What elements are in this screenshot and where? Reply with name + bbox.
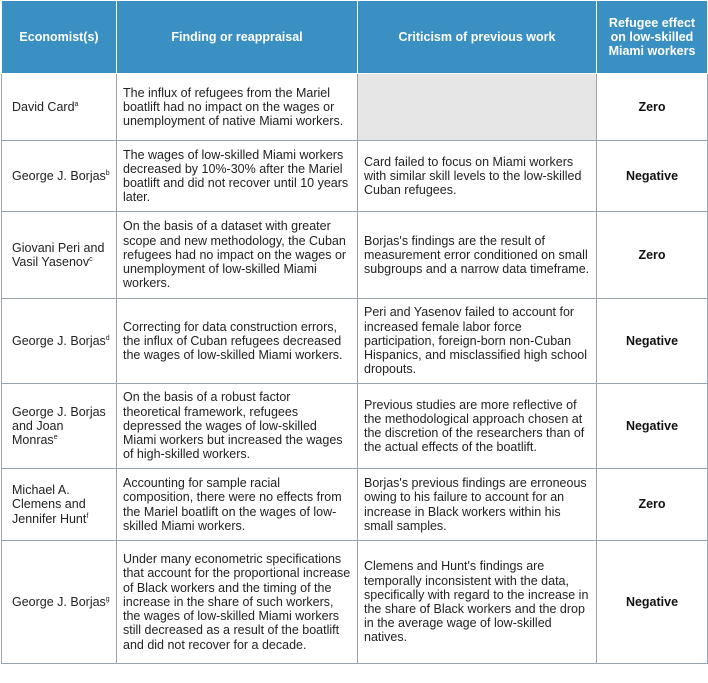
footnote-marker: a xyxy=(74,100,79,108)
finding-cell: Correcting for data construction errors, the influx of Cuban refugees decreased the wages of low-skilled Miami workers. xyxy=(117,299,358,384)
economist-cell: George J. Borjas and Joan Monras$^e$ xyxy=(2,384,117,469)
criticism-cell: Borjas's findings are the result of measurement error conditioned on small subgroups and a narrow data timeframe. xyxy=(358,212,597,299)
criticism-cell: Borjas's previous findings are erroneous owing to his failure to account for an increase in Black workers within his small samples. xyxy=(358,469,597,541)
economist-cell: George J. Borjas$^d$ xyxy=(2,299,117,384)
table-row xyxy=(2,212,708,299)
header-row xyxy=(2,1,708,74)
criticism-cell: Card failed to focus on Miami workers with similar skill levels to the low-skilled Cuban refugees. xyxy=(358,141,597,212)
table-row xyxy=(2,299,708,384)
criticism-cell: Clemens and Hunt's findings are temporally inconsistent with the data, specifically with regard to the increase in the share of Black workers and the drop in the average wage of low-skilled natives. xyxy=(358,541,597,664)
table-row xyxy=(2,541,708,664)
effect-cell: Negative xyxy=(597,141,708,212)
effect-cell: Zero xyxy=(597,212,708,299)
economist-cell: Giovani Peri and Vasil Yasenov$^c$ xyxy=(2,212,117,299)
finding-cell: Accounting for sample racial composition, there were no effects from the Mariel boatlift on the wages of low-skilled Miami workers. xyxy=(117,469,358,541)
finding-cell: On the basis of a robust factor theoretical framework, refugees depressed the wages of low-skilled Miami workers but increased the wages of high-skilled workers. xyxy=(117,384,358,469)
table-row xyxy=(2,469,708,541)
table-row xyxy=(2,384,708,469)
footnote-marker: c xyxy=(89,255,93,263)
footnote-marker: e xyxy=(53,433,58,441)
economist-findings-table xyxy=(1,0,708,664)
footnote-marker: b xyxy=(105,169,110,177)
economist-cell: Michael A. Clemens and Jennifer Hunt$^f$ xyxy=(2,469,117,541)
effect-cell: Zero xyxy=(597,74,708,141)
header-economists: Economist(s) xyxy=(2,1,117,74)
effect-cell: Negative xyxy=(597,541,708,664)
finding-cell: The influx of refugees from the Mariel boatlift had no impact on the wages or unemployment of native Miami workers. xyxy=(117,74,358,141)
effect-cell: Negative xyxy=(597,299,708,384)
effect-cell: Negative xyxy=(597,384,708,469)
table-row xyxy=(2,141,708,212)
header-effect: Refugee effect on low-skilled Miami workers xyxy=(597,1,708,74)
finding-cell: The wages of low-skilled Miami workers decreased by 10%-30% after the Mariel boatlift and did not recover until 10 years later. xyxy=(117,141,358,212)
economist-cell: George J. Borjas$^b$ xyxy=(2,141,117,212)
criticism-cell xyxy=(358,74,597,141)
footnote-marker: g xyxy=(105,595,110,603)
criticism-cell: Peri and Yasenov failed to account for increased female labor force participation, foreign-born non-Cuban Hispanics, and misclassified high school dropouts. xyxy=(358,299,597,384)
header-criticism: Criticism of previous work xyxy=(358,1,597,74)
economist-cell: George J. Borjas$^g$ xyxy=(2,541,117,664)
economist-cell: David Card$^a$ xyxy=(2,74,117,141)
criticism-cell: Previous studies are more reflective of the methodological approach chosen at the discretion of the researchers than of the actual effects of the boatlift. xyxy=(358,384,597,469)
table-row xyxy=(2,74,708,141)
header-finding: Finding or reappraisal xyxy=(117,1,358,74)
finding-cell: On the basis of a dataset with greater scope and new methodology, the Cuban refugees had no impact on the wages or unemployment of low-skilled Miami workers. xyxy=(117,212,358,299)
finding-cell: Under many econometric specifications that account for the proportional increase of Black workers and the timing of the increase in the share of such workers, the wages of low-skilled Miami workers still decreased as a result of the boatlift and did not recover for a decade. xyxy=(117,541,358,664)
effect-cell: Zero xyxy=(597,469,708,541)
footnote-marker: d xyxy=(105,334,110,342)
footnote-marker: f xyxy=(86,512,89,520)
